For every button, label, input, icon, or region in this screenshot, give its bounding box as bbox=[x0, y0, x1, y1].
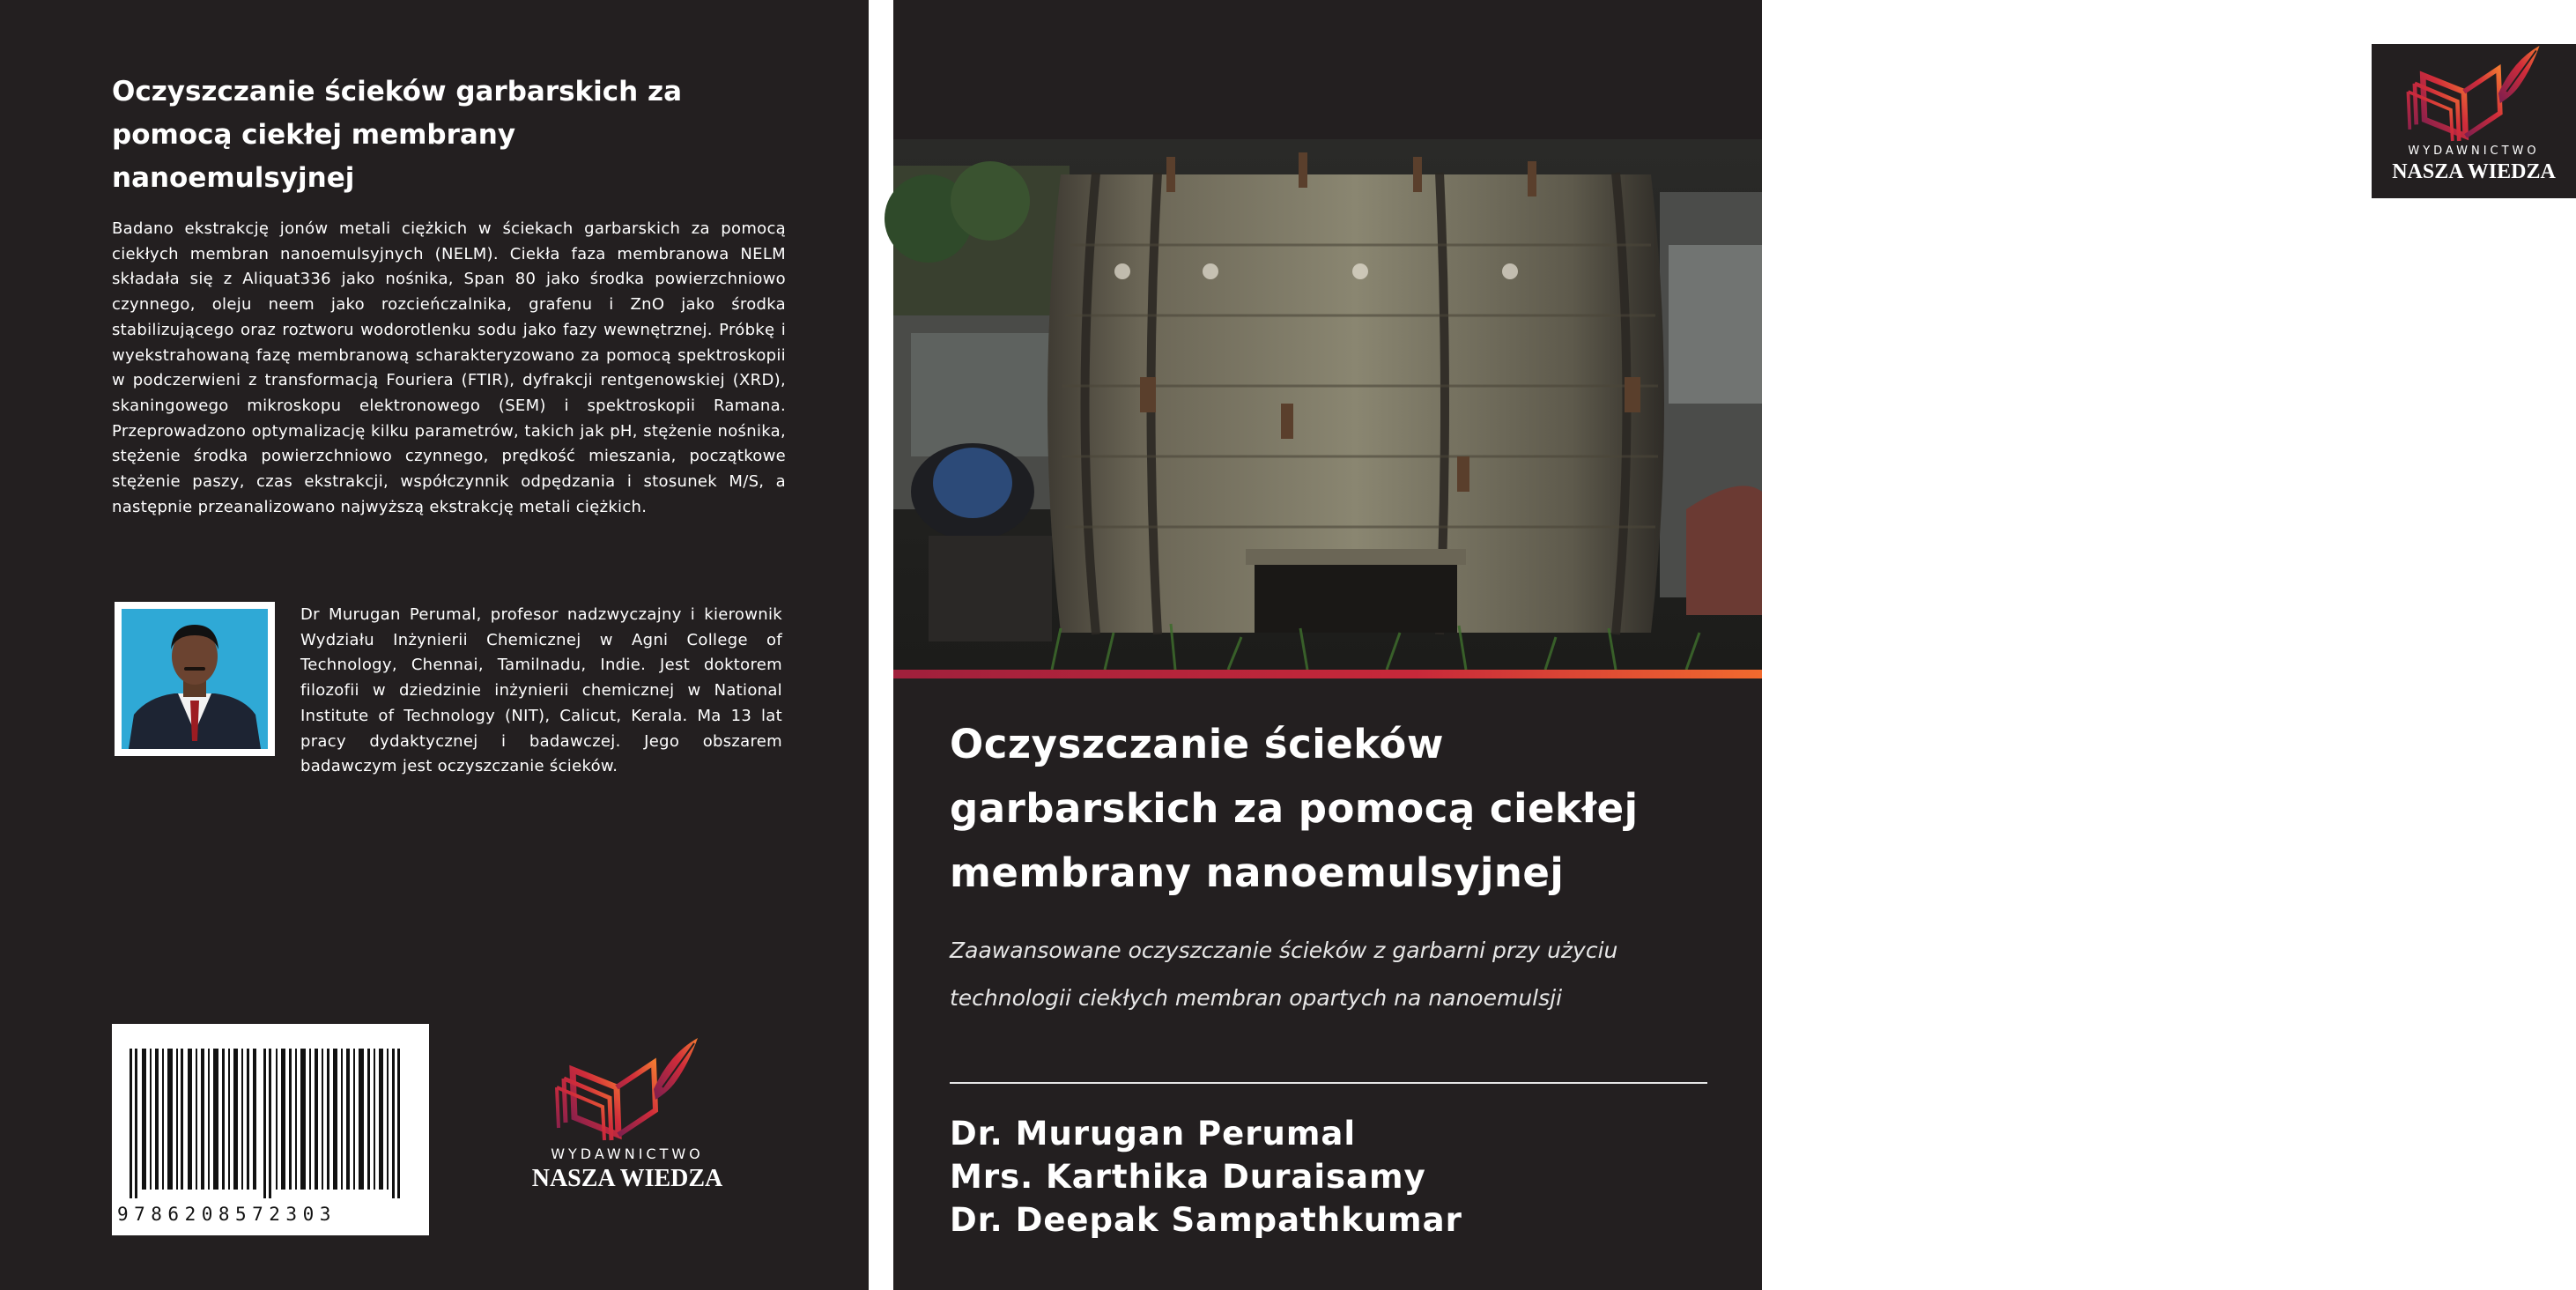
author-name: Mrs. Karthika Duraisamy bbox=[950, 1158, 1426, 1196]
front-cover bbox=[893, 0, 2556, 1290]
divider-line bbox=[950, 1082, 1707, 1084]
isbn-barcode bbox=[112, 1024, 429, 1235]
author-name: Dr. Deepak Sampathkumar bbox=[950, 1201, 1462, 1239]
front-cover-subtitle: Zaawansowane oczyszczanie ścieków z garbarni przy użyciu technologii ciekłych membran opartych na nanoemulsji bbox=[950, 938, 1618, 1011]
author-biography: Dr Murugan Perumal, profesor nadzwyczajny i kierownik Wydziału Inżynierii Chemicznej w Agni College of Technology, Chennai, Tamilnadu, Indie. Jest doktorem filozofii w dziedzinie inżynierii chemicznej w National Institute of Technology (NIT), Calicut, Kerala. Ma 13 lat pracy dydaktycznej i badawczej. Jego obszarem badawczym jest oczyszczanie ścieków. bbox=[300, 605, 782, 776]
publisher-label-small: WYDAWNICTWO bbox=[2408, 145, 2540, 158]
book-quill-logo-icon bbox=[2372, 44, 2576, 141]
accent-stripe bbox=[893, 670, 1762, 678]
publisher-logo-front bbox=[2372, 44, 2576, 198]
isbn-number: 9786208572303 bbox=[117, 1204, 337, 1225]
publisher-label-large: NASZA WIEDZA bbox=[531, 1165, 723, 1192]
book-quill-logo-icon bbox=[522, 1036, 733, 1140]
author-portrait-image bbox=[122, 609, 268, 749]
cover-photo-drum bbox=[893, 139, 1762, 670]
publisher-label-small: WYDAWNICTWO bbox=[551, 1145, 704, 1162]
author-name: Dr. Murugan Perumal bbox=[950, 1115, 1357, 1153]
publisher-label-large: NASZA WIEDZA bbox=[2392, 160, 2556, 183]
front-cover-title: Oczyszczanie ścieków garbarskich za pomocą ciekłej membrany nanoemulsyjnej bbox=[950, 721, 1639, 896]
back-cover-title: Oczyszczanie ścieków garbarskich za pomocą ciekłej membrany nanoemulsyjnej bbox=[112, 76, 683, 194]
publisher-logo bbox=[522, 1036, 733, 1195]
back-cover bbox=[0, 0, 869, 1290]
author-list bbox=[950, 1112, 1462, 1242]
author-photo bbox=[115, 602, 275, 756]
barcode-bars bbox=[130, 1049, 411, 1198]
book-abstract: Badano ekstrakcję jonów metali ciężkich w ściekach garbarskich za pomocą ciekłych membran nanoemulsyjnych (NELM). Ciekła faza membranowa NELM składała się z Aliquat336 jako nośnika, Span 80 jako środka powierzchniowo czynnego, oleju neem jako rozcieńczalnika, grafenu i ZnO jako środka stabilizującego oraz roztworu wodorotlenku sodu jako fazy wewnętrznej. Próbkę i wyekstrahowaną fazę membranową scharakteryzowano za pomocą spektroskopii w podczerwieni z transformacją Fouriera (FTIR), dyfrakcji rentgenowskiej (XRD), skaningowego mikroskopu elektronowego (SEM) i spektroskopii Ramana. Przeprowadzono optymalizację kilku parametrów, takich jak pH, stężenie nośnika, stężenie środka powierzchniowo czynnego, prędkość mieszania, początkowe stężenie paszy, czas ekstrakcji, współczynnik odpędzania i stosunek M/S, a następnie przeanalizowano najwyższą ekstrakcję metali ciężkich. bbox=[112, 219, 786, 516]
